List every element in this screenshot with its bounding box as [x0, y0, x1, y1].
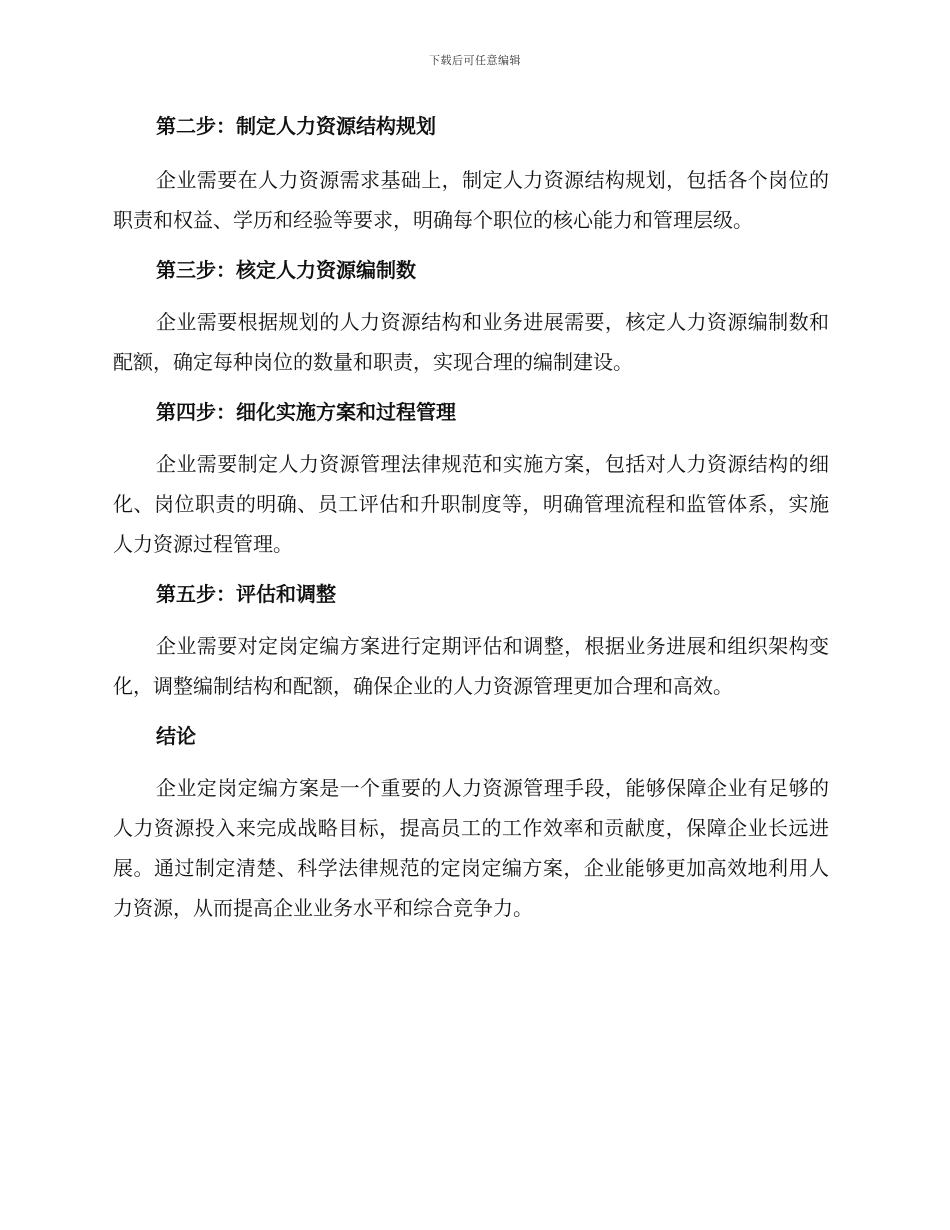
document-body — [113, 108, 829, 928]
section-heading-step3: 第三步：核定人力资源编制数 — [156, 258, 416, 282]
section-paragraph-conclusion: 企业定岗定编方案是一个重要的人力资源管理手段，能够保障企业有足够的人力资源投入来完成战略目标，提高员工的工作效率和贡献度，保障企业长远进展。通过制定清楚、科学法律规范的定岗定编方案，企业能够更加高效地利用人力资源，从而提高企业业务水平和综合竞争力。 — [113, 776, 829, 920]
section-paragraph-step4: 企业需要制定人力资源管理法律规范和实施方案，包括对人力资源结构的细化、岗位职责的明确、员工评估和升职制度等，明确管理流程和监管体系，实施人力资源过程管理。 — [113, 452, 829, 556]
section-heading-conclusion: 结论 — [156, 724, 196, 748]
section-paragraph-step5: 企业需要对定岗定编方案进行定期评估和调整，根据业务进展和组织架构变化，调整编制结构和配额，确保企业的人力资源管理更加合理和高效。 — [113, 634, 829, 698]
section-paragraph-step3: 企业需要根据规划的人力资源结构和业务进展需要，核定人力资源编制数和配额，确定每种岗位的数量和职责，实现合理的编制建设。 — [113, 310, 829, 374]
page-header: 下载后可任意编辑 — [429, 54, 521, 67]
section-heading-step4: 第四步：细化实施方案和过程管理 — [156, 400, 456, 424]
section-paragraph-step2: 企业需要在人力资源需求基础上，制定人力资源结构规划，包括各个岗位的职责和权益、学历和经验等要求，明确每个职位的核心能力和管理层级。 — [113, 168, 829, 232]
section-heading-step2: 第二步：制定人力资源结构规划 — [156, 114, 436, 138]
section-heading-step5: 第五步：评估和调整 — [156, 582, 336, 606]
